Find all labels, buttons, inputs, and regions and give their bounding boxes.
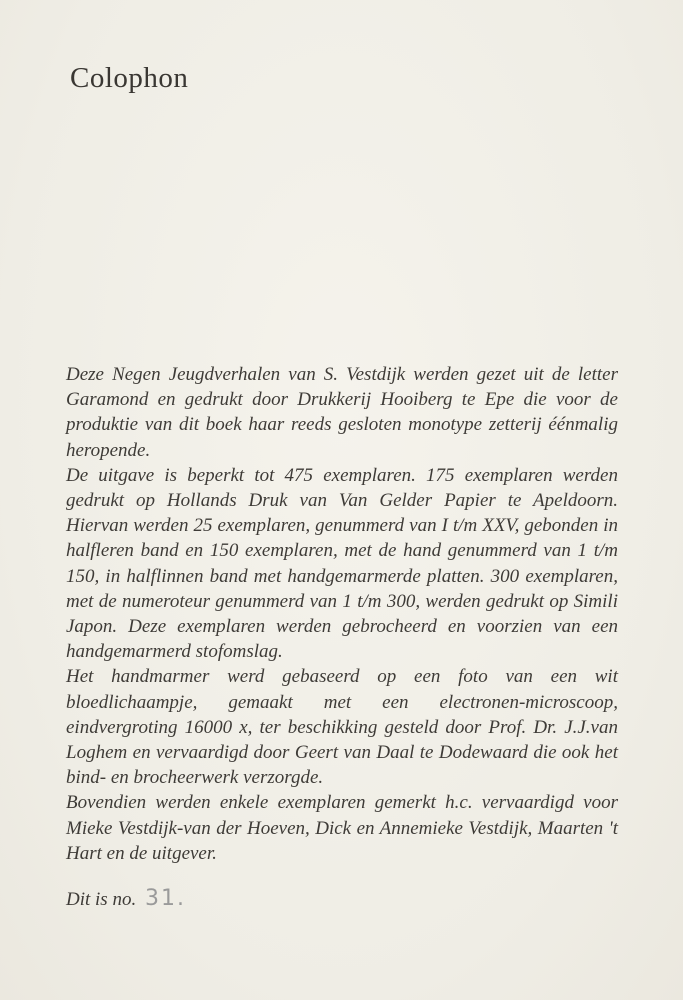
colophon-text <box>66 362 618 866</box>
copy-number-line <box>66 886 186 911</box>
paragraph-hc-copies: Bovendien werden enkele exemplaren gemerkt h.c. vervaardigd voor Mieke Vestdijk-van der Hoeven, Dick en Annemieke Vestdijk, Maarten 't Hart en de uitgever. <box>66 792 618 864</box>
paragraph-edition: De uitgave is beperkt tot 475 exemplaren. 175 exemplaren werden gedrukt op Hollands Druk van Van Gelder Papier te Apeldoorn. Hiervan werden 25 exemplaren, genummerd van I t/m XXV, gebonden in halfleren band en 150 exemplaren, met de hand genummerd van 1 t/m 150, in halflinnen band met handgemarmerde platten. 300 exemplaren, met de numeroteur genummerd van 1 t/m 300, werden gedrukt op Simili Japon. Deze exemplaren werden gebrocheerd en voorzien van een handgemarmerd stofomslag. <box>66 464 618 663</box>
paragraph-marbling: Het handmarmer werd gebaseerd op een foto van een wit bloedlichaampje, gemaakt met een electronen-microscoop, eindvergroting 16000 x, ter beschikking gesteld door Prof. Dr. J.J.van Loghem en vervaardigd door Geert van Daal te Dodewaard die ook het bind- en brocheerwerk verzorgde. <box>66 666 618 789</box>
page-title: Colophon <box>70 62 189 94</box>
paragraph-typesetting: Deze Negen Jeugdverhalen van S. Vestdijk werden gezet uit de letter Garamond en gedrukt door Drukkerij Hooiberg te Epe die voor de produktie van dit boek haar reeds gesloten monotype zetterij éénmalig heropende. <box>66 364 618 461</box>
copy-number-label: Dit is no. <box>66 889 137 910</box>
handwritten-copy-number: 31. <box>144 886 186 911</box>
